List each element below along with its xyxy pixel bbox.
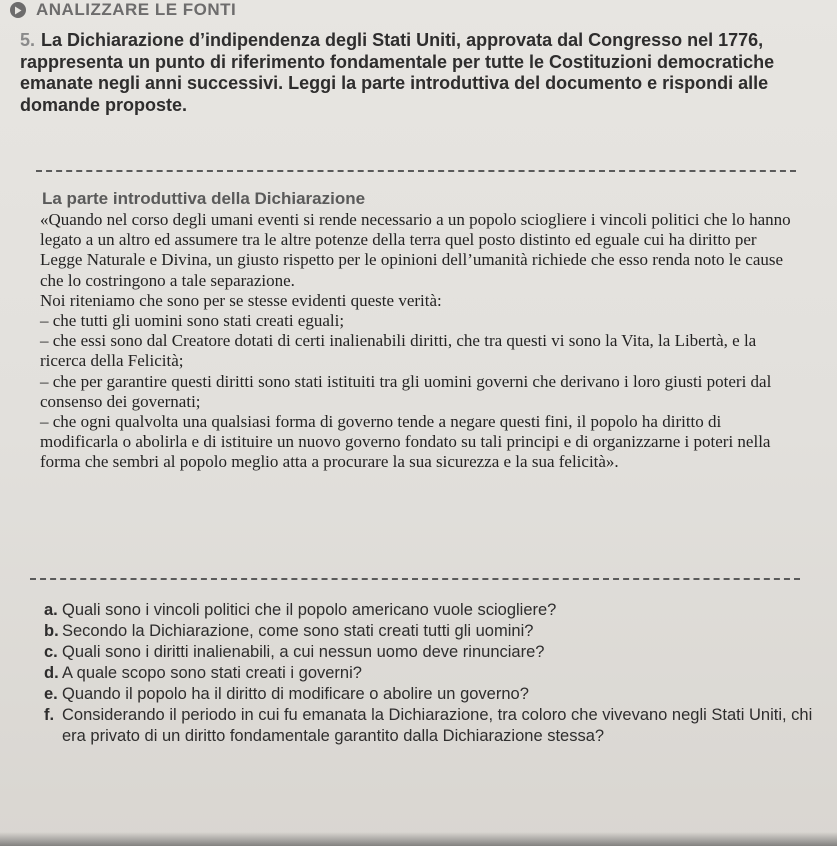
source-paragraph: «Quando nel corso degli umani eventi si rende necessario a un popolo sciogliere i vincoli politici che lo hanno legato a un altro ed assumere tra le altre potenze della terra quel posto distinto ed eguale cui ha diritto per Legge Naturale e Divina, un giusto rispetto per le opinioni dell’umanità richiede che esso renda noto le cause che lo costringono a tale separazione.: [40, 210, 791, 290]
source-title: La parte introduttiva della Dichiarazione: [42, 189, 366, 208]
question-item: [44, 621, 824, 642]
source-paragraph: – che tutti gli uomini sono stati creati eguali;: [40, 311, 345, 331]
question-letter: c.: [44, 643, 58, 661]
question-letter: b.: [44, 622, 59, 640]
question-item: [44, 642, 824, 663]
exercise-prompt: [20, 30, 790, 116]
question-text: A quale scopo sono stati creati i governi?: [62, 664, 362, 682]
page-edge-shadow: [0, 832, 837, 846]
question-letter: e.: [44, 685, 58, 703]
question-text: Secondo la Dichiarazione, come sono stati creati tutti gli uomini?: [62, 622, 534, 640]
exercise-number: 5.: [20, 30, 36, 50]
source-paragraph: – che per garantire questi diritti sono stati istituiti tra gli uomini governi che derivano i loro giusti poteri dal consenso dei governati;: [40, 371, 772, 411]
source-paragraph: – che essi sono dal Creatore dotati di certi inalienabili diritti, che tra questi vi sono la Vita, la Libertà, e la ricerca della Felicità;: [40, 331, 757, 371]
question-text: Quali sono i diritti inalienabili, a cui nessun uomo deve rinunciare?: [62, 643, 545, 661]
divider-top: [36, 170, 796, 172]
question-letter: f.: [44, 706, 55, 724]
question-text: Considerando il periodo in cui fu emanata la Dichiarazione, tra coloro che vivevano negli Stati Uniti, chi era privato di un diritto fondamentale garantito dalla Dichiarazione stessa?: [62, 706, 813, 745]
question-item: [44, 600, 824, 621]
source-paragraph: Noi riteniamo che sono per se stesse evidenti queste verità:: [40, 290, 442, 310]
question-item: [44, 705, 824, 747]
exercise-text: La Dichiarazione d’indipendenza degli Stati Uniti, approvata dal Congresso nel 1776, rappresenta un punto di riferimento fondamentale per tutte le Costituzioni democratiche emanate negli anni successivi. Leggi la parte introduttiva del documento e rispondi alle domande proposte.: [20, 30, 775, 115]
source-text: [40, 210, 792, 473]
question-item: [44, 684, 824, 705]
question-letter: a.: [44, 601, 58, 619]
question-item: [44, 663, 824, 684]
source-paragraph: – che ogni qualvolta una qualsiasi forma di governo tende a negare questi fini, il popolo ha diritto di modificarla o abolirla e di istituire un nuovo governo fondato su tali principi e di organizzarne i poteri nella forma che sembri al popolo meglio atta a procurare la sua sicurezza e la sua felicità».: [40, 412, 771, 472]
section-header: [10, 0, 236, 20]
play-circle-icon: [10, 2, 26, 18]
section-title: ANALIZZARE LE FONTI: [36, 0, 237, 19]
question-text: Quali sono i vincoli politici che il popolo americano vuole sciogliere?: [62, 601, 557, 619]
question-list: [44, 600, 824, 747]
divider-bottom: [30, 578, 800, 580]
question-text: Quando il popolo ha il diritto di modificare o abolire un governo?: [62, 685, 529, 703]
question-letter: d.: [44, 664, 59, 682]
